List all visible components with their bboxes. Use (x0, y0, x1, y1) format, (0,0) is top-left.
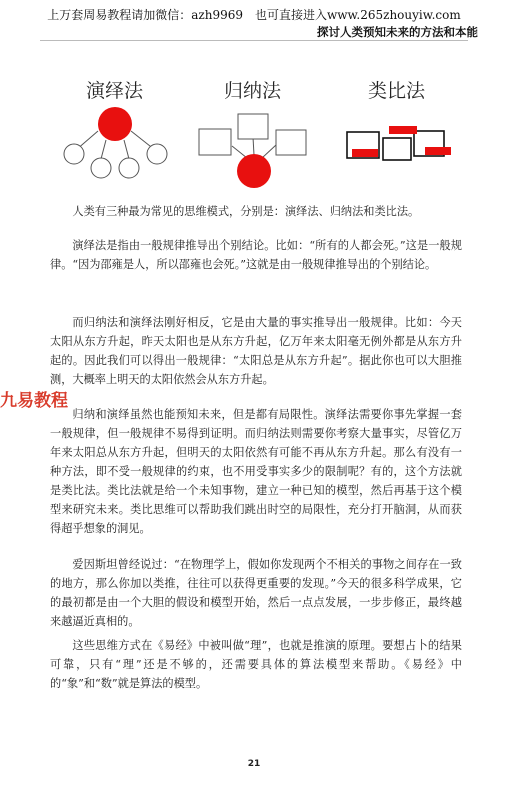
deduction-title: 演绎法 (86, 80, 144, 102)
paragraph-induction: 而归纳法和演绎法刚好相反，它是由大量的事实推导出一般规律。比如：今天太阳从东方升起，昨天太阳也是从东方升起，亿万年来太阳毫无例外都是从东方升起的。因此我们可以得出一般规律：“太阳总是从东方升起”。据此你也可以大胆推测，大概率上明天的太阳依然会从东方升起。 (50, 316, 462, 386)
deduction-specific-node (147, 144, 167, 164)
analogy-red-bar (389, 126, 417, 134)
thinking-methods-diagram (0, 0, 508, 200)
chapter-subtitle: 探讨人类预知未来的方法和本能 (317, 25, 478, 39)
deduction-specific-node (64, 144, 84, 164)
induction-diagram (199, 114, 306, 188)
paragraph-deduction: 演绎法是指由一般规律推导出个别结论。比如：“所有的人都会死。”这是一般规律。“因为邵雍是人，所以邵雍也会死。”这就是由一般规律推导出的个别结论。 (50, 239, 462, 271)
induction-fact-box (276, 130, 306, 155)
paragraph-analogy: 归纳和演绎虽然也能预知未来，但是都有局限性。演绎法需要你事先掌握一套一般规律，但一般规律不易得到证明。而归纳法则需要你考察大量事实，尽管亿万年来太阳总从东方升起，但明天的太阳依然有可能不再从东方升起。那么有没有一种方法，即不受一般规律的约束，也不用受事实多少的限制呢？有的，这个方法就是类比法。类比法就是给一个未知事物，建立一种已知的模型，然后再基于这个模型来研究未来。类比思维可以帮助我们跳出时空的局限性，充分打开脑洞，从而获得超乎想象的洞见。 (50, 408, 462, 535)
site-banner: 上万套周易教程请加微信：azh9969 也可直接进入www.265zhouyiw.com (47, 8, 461, 22)
deduction-diagram (64, 107, 167, 178)
deduction-general-node (98, 107, 132, 141)
induction-general-node (237, 154, 271, 188)
paragraph-yijing: 这些思维方式在《易经》中被叫做“理”，也就是推演的原理。要想占卜的结果可靠，只有“理”还是不够的，还需要具体的算法模型来帮助。《易经》中的“象”和“数”就是算法的模型。 (50, 639, 462, 690)
analogy-red-bar (425, 147, 451, 155)
deduction-specific-node (91, 158, 111, 178)
induction-fact-box (199, 129, 231, 155)
induction-fact-box (238, 114, 268, 139)
analogy-red-bar (352, 149, 378, 157)
page-number: 21 (247, 759, 261, 769)
analogy-title: 类比法 (368, 80, 426, 102)
analogy-diagram (347, 126, 451, 160)
watermark-logo: 九易教程 (0, 391, 68, 411)
paragraph-intro: 人类有三种最为常见的思维模式，分别是：演绎法、归纳法和类比法。 (72, 205, 420, 218)
deduction-specific-node (119, 158, 139, 178)
analogy-model-box (383, 138, 411, 160)
paragraph-einstein: 爱因斯坦曾经说过：“在物理学上，假如你发现两个不相关的事物之间存在一致的地方，那么你加以类推，往往可以获得更重要的发现。”今天的很多科学成果，它的最初都是由一个大胆的假设和模型开始，然后一点点发展，一步步修正，最终越来越逼近真相的。 (50, 558, 462, 628)
induction-title: 归纳法 (224, 80, 282, 102)
